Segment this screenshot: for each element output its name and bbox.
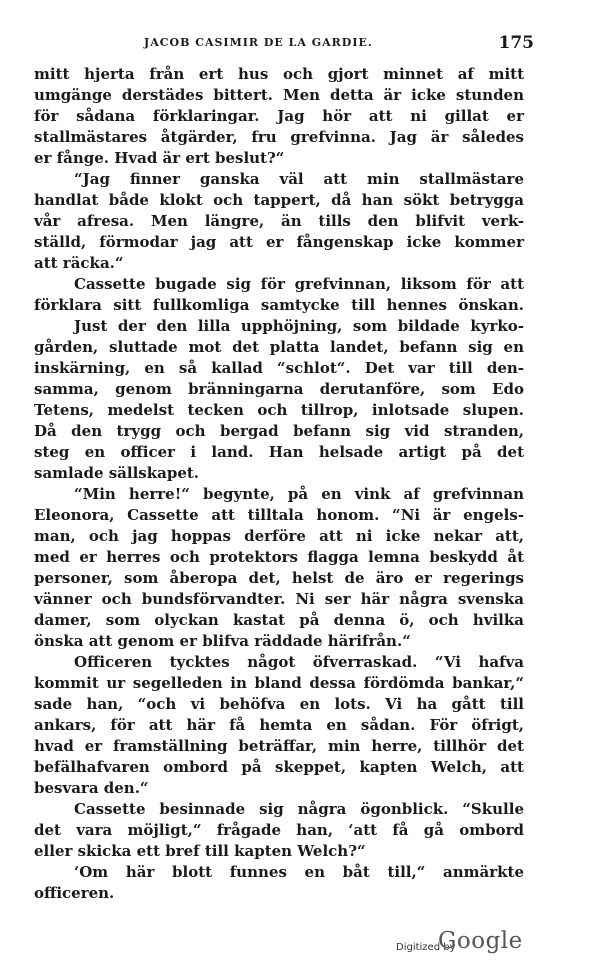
text-line: Eleonora, Cassette att tilltala honom. “Ni är engels-	[34, 506, 524, 524]
text-line: ‘Om här blott funnes en båt till,“ anmärkte	[74, 863, 524, 881]
text-line: för sådana förklaringar. Jag hör att ni gillat er	[34, 107, 524, 125]
text-line: besvara den.“	[34, 779, 149, 797]
text-line: önska att genom er blifva räddade härifrån.“	[34, 632, 411, 650]
text-line: med er herres och protektors flagga lemna beskydd åt	[34, 548, 524, 566]
running-title: JACOB CASIMIR DE LA GARDIE.	[144, 36, 373, 49]
text-line: förklara sitt fullkomliga samtycke till hennes önskan.	[34, 296, 524, 314]
text-line: Officeren tycktes något öfverraskad. “Vi hafva	[74, 653, 524, 671]
text-line: stallmästares åtgärder, fru grefvinna. Jag är således	[34, 128, 524, 146]
text-line: hvad er framställning beträffar, min herre, tillhör det	[34, 737, 524, 755]
text-line: ankars, för att här få hemta en sådan. För öfrigt,	[34, 716, 524, 734]
text-line: man, och jag hoppas derföre att ni icke nekar att,	[34, 527, 524, 545]
text-line: samlade sällskapet.	[34, 464, 200, 482]
text-line: handlat både klokt och tappert, då han sökt betrygga	[34, 191, 524, 209]
text-line: damer, som olyckan kastat på denna ö, och hvilka	[34, 611, 524, 629]
text-line: sade han, “och vi behöfva en lots. Vi ha gått till	[34, 695, 524, 713]
text-line: befälhafvaren ombord på skeppet, kapten Welch, att	[34, 758, 524, 776]
text-line: umgänge derstädes bittert. Men detta är icke stunden	[34, 86, 524, 104]
text-line: steg en officer i land. Han helsade artigt på det	[34, 443, 524, 461]
text-line: “Jag finner ganska väl att min stallmästare	[74, 170, 524, 188]
digitization-watermark	[396, 928, 566, 962]
page-header	[34, 33, 534, 57]
digitized-by-label: Digitized by	[396, 942, 456, 953]
text-line: “Min herre!“ begynte, på en vink af grefvinnan	[74, 485, 524, 503]
text-line: eller skicka ett bref till kapten Welch?“	[34, 842, 366, 860]
text-line: Cassette besinnade sig några ögonblick. “Skulle	[74, 800, 524, 818]
text-line: gården, sluttade mot det platta landet, befann sig en	[34, 338, 524, 356]
text-line: vår afresa. Men längre, än tills den blifvit verk-	[34, 212, 524, 230]
text-line: Cassette bugade sig för grefvinnan, liksom för att	[74, 275, 524, 293]
text-line: Tetens, medelst tecken och tillrop, inlotsade slupen.	[34, 401, 524, 419]
page-number: 175	[498, 33, 534, 53]
text-line: samma, genom bränningarna derutanföre, som Edo	[34, 380, 524, 398]
text-line: Just der den lilla upphöjning, som bildade kyrko-	[74, 317, 524, 335]
text-line: ställd, förmodar jag att er fångenskap icke kommer	[34, 233, 524, 251]
body-text	[34, 64, 524, 904]
text-line: vänner och bundsförvandter. Ni ser här några svenska	[34, 590, 524, 608]
text-line: er fånge. Hvad är ert beslut?“	[34, 149, 285, 167]
text-line: inskärning, en så kallad “schlot“. Det var till den-	[34, 359, 524, 377]
text-line: personer, som åberopa det, helst de äro er regerings	[34, 569, 524, 587]
text-line: det vara möjligt,“ frågade han, ‘att få gå ombord	[34, 821, 524, 839]
text-line: kommit ur segelleden in bland dessa fördömda bankar,“	[34, 674, 524, 692]
text-line: Då den trygg och bergad befann sig vid stranden,	[34, 422, 524, 440]
text-line: mitt hjerta från ert hus och gjort minnet af mitt	[34, 65, 524, 83]
text-line: att räcka.“	[34, 254, 124, 272]
google-logo: Google	[438, 928, 523, 954]
text-line: officeren.	[34, 884, 115, 902]
